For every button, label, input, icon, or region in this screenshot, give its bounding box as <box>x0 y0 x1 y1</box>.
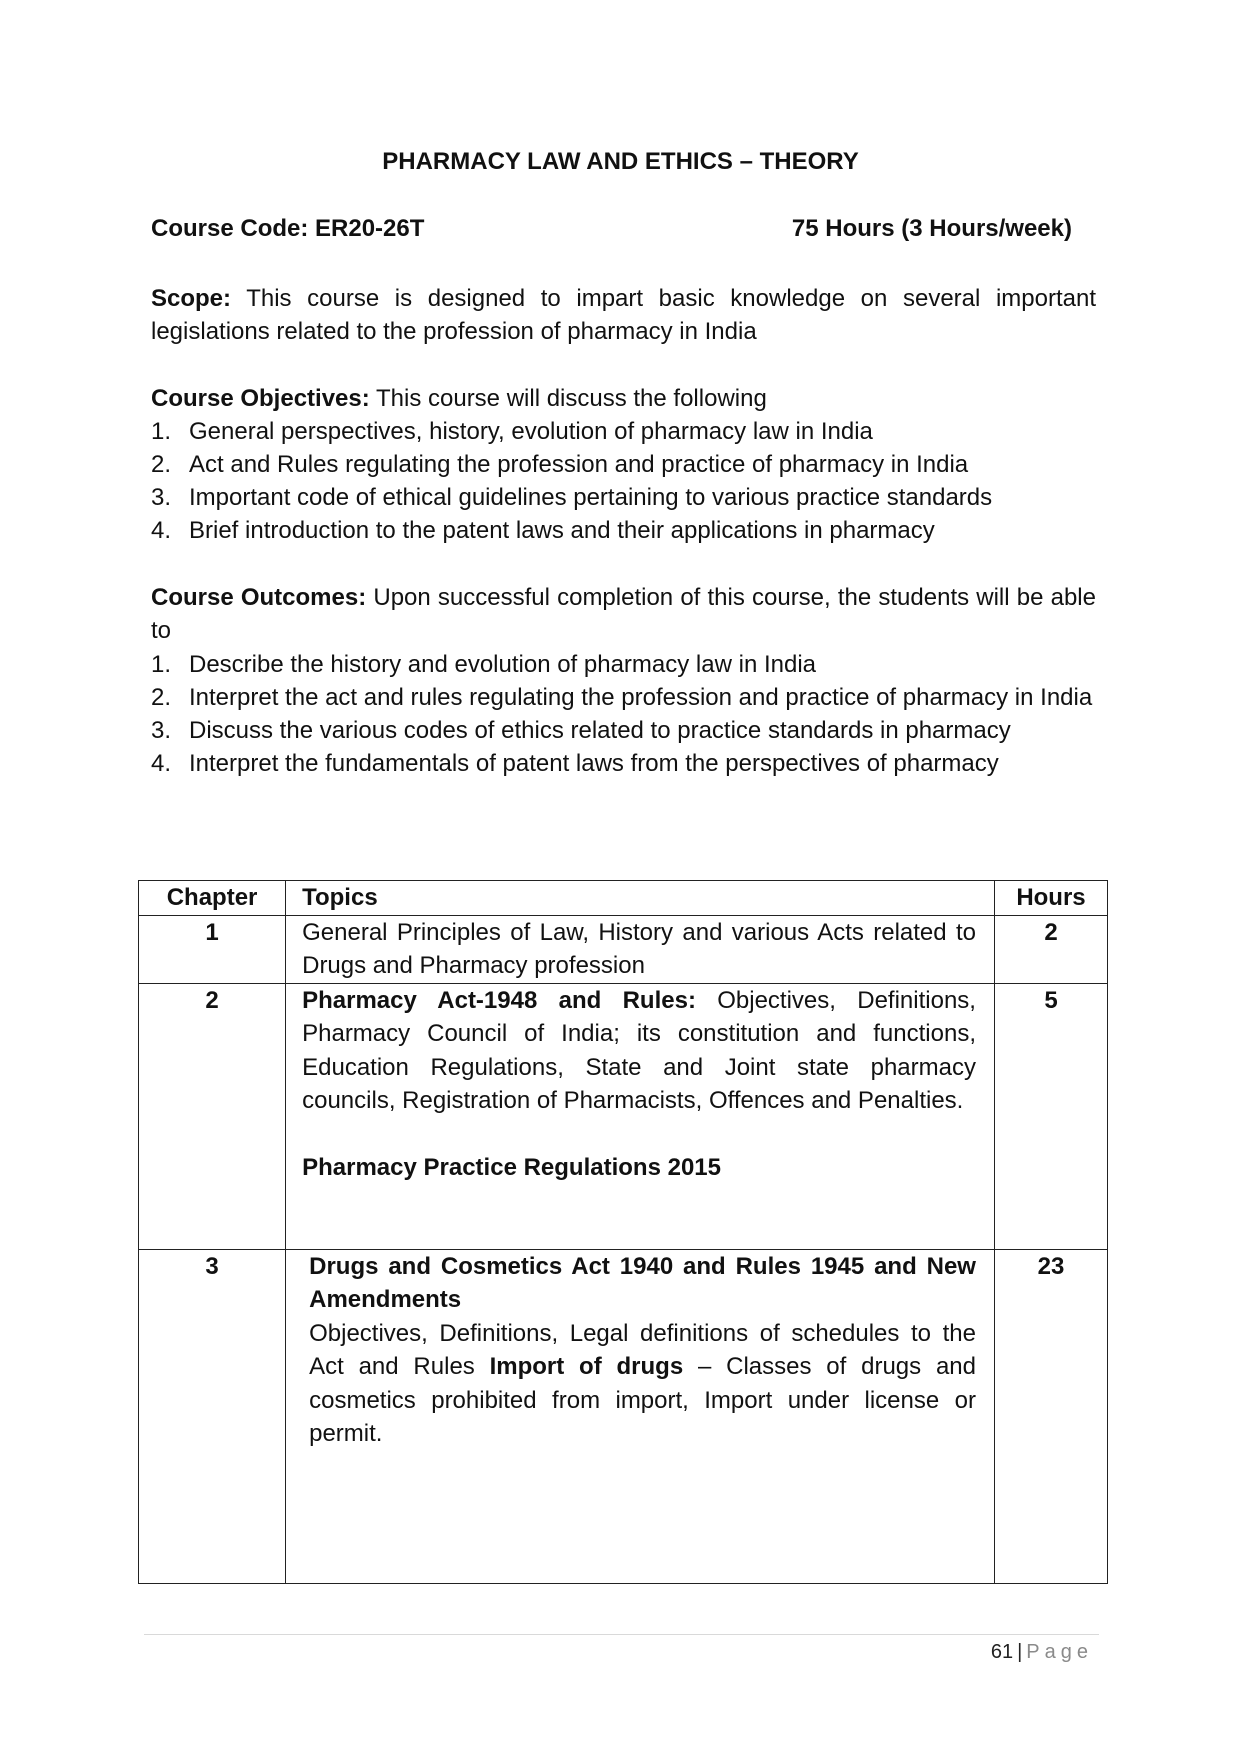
list-item <box>151 747 1096 780</box>
objectives-label: Course Objectives: <box>151 385 370 412</box>
topics-cell <box>286 983 995 1249</box>
topics-text: – Classes of drugs and cosmetics prohibited from import, Import under license or permit. <box>309 1353 976 1447</box>
outcomes-intro: Upon successful completion of this course, the students will be able to <box>151 584 1096 644</box>
syllabus-table <box>138 880 1108 1584</box>
list-item-number: 2. <box>151 451 172 478</box>
list-item <box>151 481 1096 514</box>
list-item-text: Discuss the various codes of ethics related to practice standards in pharmacy <box>189 717 1011 744</box>
header-topics: Topics <box>286 881 995 916</box>
hours-cell: 5 <box>994 983 1107 1249</box>
scope-label: Scope: <box>151 285 232 312</box>
objectives-heading <box>151 382 1096 415</box>
outcomes-heading <box>151 581 1096 647</box>
objectives-list <box>151 415 1096 547</box>
outcomes-label: Course Outcomes: <box>151 584 367 611</box>
outcomes-list <box>151 648 1096 780</box>
list-item-text: Interpret the act and rules regulating the profession and practice of pharmacy in India <box>189 684 1093 711</box>
chapter-cell: 3 <box>139 1249 286 1583</box>
list-item-number: 3. <box>151 484 172 511</box>
course-code: Course Code: ER20-26T <box>151 215 425 242</box>
topics-bold: Pharmacy Act-1948 and Rules: <box>302 986 696 1014</box>
list-item-text: Describe the history and evolution of pharmacy law in India <box>189 651 816 678</box>
list-item <box>151 681 1096 714</box>
hours-cell: 2 <box>994 915 1107 983</box>
list-item-number: 1. <box>151 651 172 678</box>
page-label: Page <box>1026 1641 1093 1663</box>
list-item-text: Act and Rules regulating the profession and practice of pharmacy in India <box>189 451 969 478</box>
footer-divider <box>144 1634 1099 1635</box>
scope-text: This course is designed to impart basic knowledge on several important legislations related to the profession of pharmacy in India <box>151 285 1096 345</box>
table-row <box>139 1249 1108 1583</box>
list-item-number: 4. <box>151 517 172 544</box>
chapter-cell: 2 <box>139 983 286 1249</box>
list-item-text: General perspectives, history, evolution of pharmacy law in India <box>189 418 873 445</box>
list-item <box>151 714 1096 747</box>
list-item-number: 3. <box>151 717 172 744</box>
list-item-number: 1. <box>151 418 172 445</box>
table-header-row <box>139 881 1108 916</box>
table-row <box>139 915 1108 983</box>
list-item <box>151 448 1096 481</box>
list-item-text: Brief introduction to the patent laws and their applications in pharmacy <box>189 517 935 544</box>
topics-cell: General Principles of Law, History and various Acts related to Drugs and Pharmacy profession <box>286 915 995 983</box>
list-item <box>151 415 1096 448</box>
list-item-text: Important code of ethical guidelines pertaining to various practice standards <box>189 484 993 511</box>
list-item-number: 2. <box>151 684 172 711</box>
objectives-intro: This course will discuss the following <box>369 385 767 412</box>
topics-paragraph <box>309 1317 976 1451</box>
chapter-cell: 1 <box>139 915 286 983</box>
page-footer <box>991 1637 1093 1667</box>
footer-separator: | <box>1017 1641 1023 1663</box>
topics-text: Objectives, Definitions, Pharmacy Council of India; its constitution and functions, Education Regulations, State and Joint state pharmacy councils, Registration of Pharmacists, Offences and Penalties. <box>302 986 976 1114</box>
table-row <box>139 983 1108 1249</box>
topics-paragraph <box>302 984 976 1118</box>
page-number: 61 <box>990 1641 1014 1663</box>
topics-bold: Import of drugs <box>489 1353 684 1380</box>
course-hours: 75 Hours (3 Hours/week) <box>791 215 1072 242</box>
course-info-row <box>151 215 1072 243</box>
list-item <box>151 648 1096 681</box>
scope-paragraph <box>151 282 1096 348</box>
topics-cell <box>286 1249 995 1583</box>
topics-text: Objectives, Definitions, Legal definitions of schedules to the Act and Rules <box>309 1319 976 1380</box>
list-item-number: 4. <box>151 750 172 777</box>
topics-heading: Drugs and Cosmetics Act 1940 and Rules 1945 and New Amendments <box>309 1252 976 1313</box>
topics-subheading: Pharmacy Practice Regulations 2015 <box>302 1153 721 1181</box>
page-title: PHARMACY LAW AND ETHICS – THEORY <box>382 148 859 175</box>
hours-cell: 23 <box>994 1249 1107 1583</box>
header-hours: Hours <box>994 881 1107 916</box>
list-item <box>151 514 1096 547</box>
list-item-text: Interpret the fundamentals of patent laws from the perspectives of pharmacy <box>189 750 999 777</box>
header-chapter: Chapter <box>139 881 286 916</box>
